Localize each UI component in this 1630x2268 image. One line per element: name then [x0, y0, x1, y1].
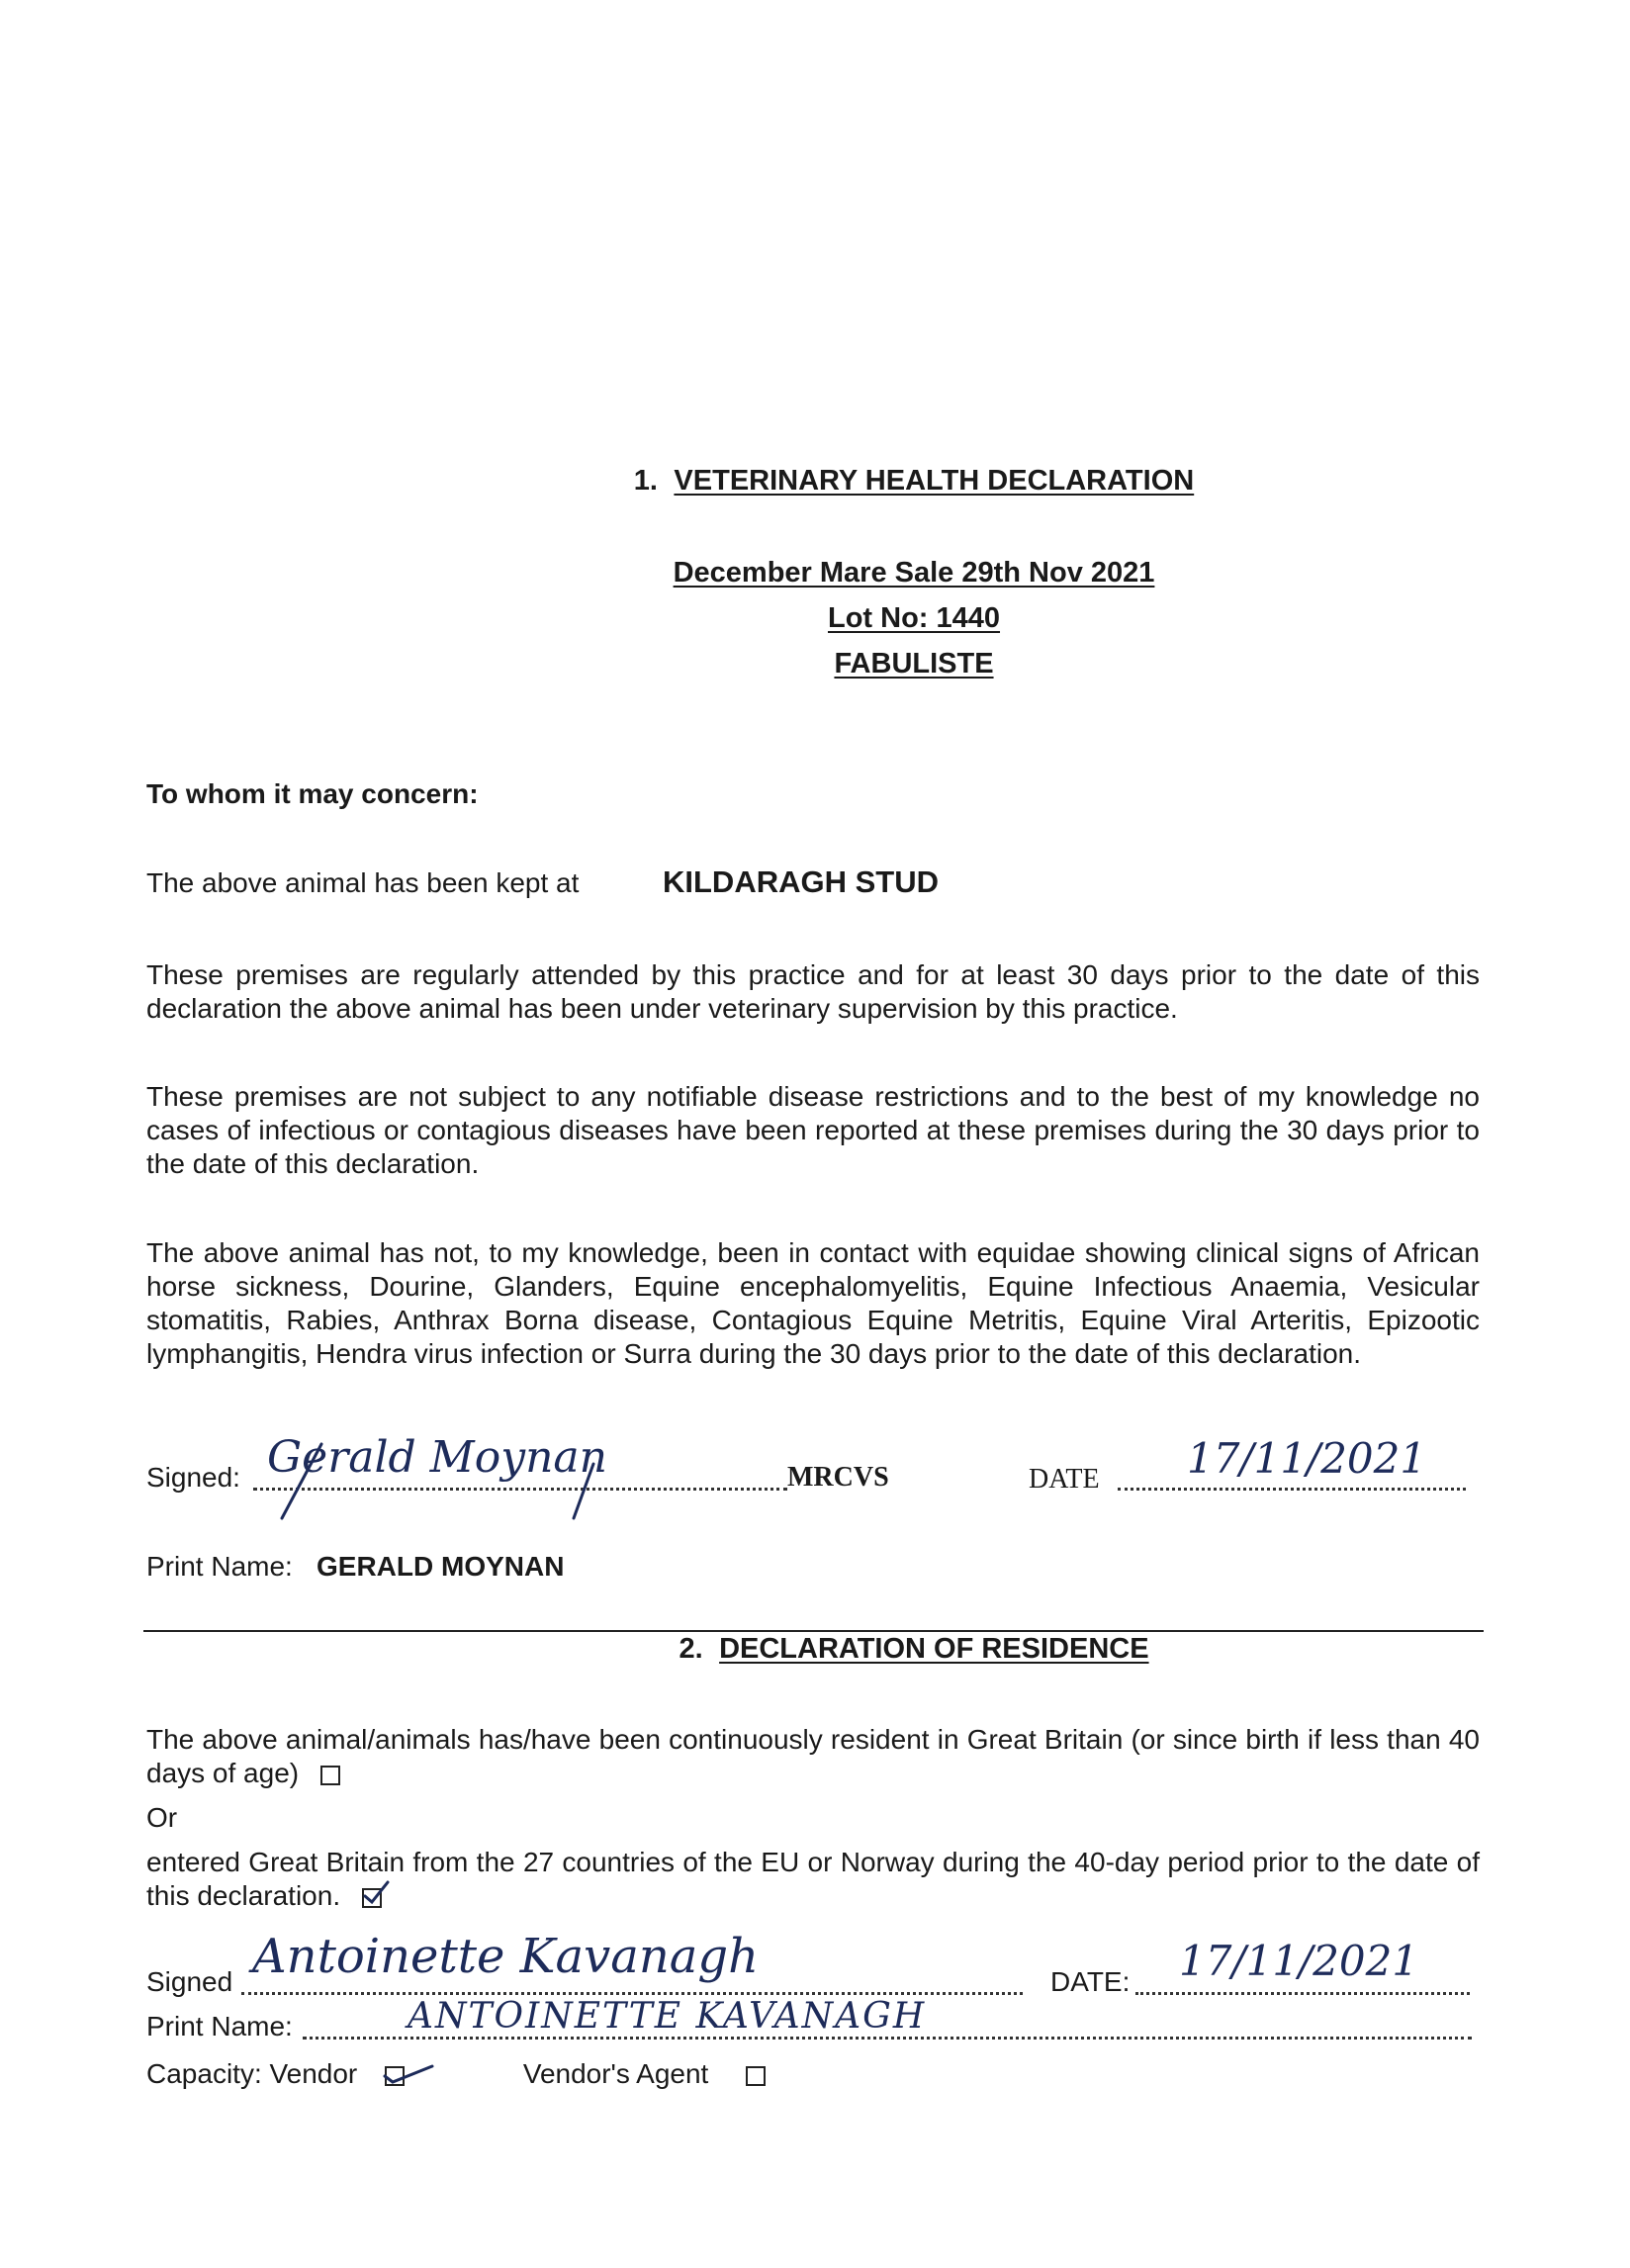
section2-number: 2.: [679, 1633, 703, 1665]
paragraph-supervision: These premises are regularly attended by this practice and for at least 30 days prior to the date of this declaration the above animal has been under veterinary supervision by this practice.: [146, 959, 1480, 1024]
residence-option-1: [146, 1723, 1480, 1790]
section1-header: [0, 465, 1630, 498]
residence-option-1-text: The above animal/animals has/have been continuously resident in Great Britain (or since birth if less than 40 days of age): [146, 1724, 1480, 1788]
or-label: Or: [146, 1802, 178, 1833]
vendor-date-dots: [1135, 1992, 1470, 1995]
vendor-print-label: Print Name:: [146, 2011, 293, 2041]
section-divider: [143, 1630, 1484, 1632]
capacity-agent-label: Vendor's Agent: [522, 2058, 709, 2089]
vet-date-handwriting: 17/11/2021: [1187, 1434, 1427, 1483]
capacity-vendor-label: Capacity: Vendor: [146, 2058, 358, 2089]
vet-signed-label: Signed:: [146, 1462, 240, 1493]
vet-mrcvs: MRCVS: [787, 1462, 889, 1493]
sale-line: December Mare Sale 29th Nov 2021: [673, 557, 1155, 589]
section2-title: DECLARATION OF RESIDENCE: [719, 1633, 1149, 1665]
kept-at-value: KILDARAGH STUD: [663, 864, 939, 899]
section2-header: [0, 1633, 1630, 1666]
salutation: To whom it may concern:: [146, 778, 479, 809]
vet-signature-handwriting: Gerald Moynan: [267, 1432, 607, 1483]
vet-print-label: Print Name:: [146, 1551, 293, 1582]
lot-line: Lot No: 1440: [827, 602, 1001, 634]
capacity-agent-checkbox[interactable]: [746, 2066, 766, 2086]
vendor-date-label: DATE:: [1050, 1966, 1131, 1997]
residence-option-2: [146, 1846, 1480, 1913]
vendor-print-handwriting: ANTOINETTE KAVANAGH: [408, 1996, 927, 2037]
capacity-vendor-checkbox[interactable]: [385, 2066, 405, 2086]
section1-number: 1.: [633, 465, 658, 497]
section1-title: VETERINARY HEALTH DECLARATION: [674, 465, 1195, 497]
vet-signature-strokes: [252, 1424, 648, 1533]
horse-name: FABULISTE: [834, 648, 994, 680]
vet-date-dots: [1118, 1488, 1466, 1491]
vendor-print-dots: [303, 2037, 1472, 2040]
check-mark-icon: [383, 2062, 442, 2092]
sale-details: [0, 550, 1630, 686]
residence-option-2-checkbox[interactable]: [362, 1888, 382, 1908]
residence-option-1-checkbox[interactable]: [320, 1766, 340, 1785]
residence-option-2-text: entered Great Britain from the 27 countries of the EU or Norway during the 40-day period prior to the date of this declaration.: [146, 1847, 1480, 1911]
check-mark-icon: [362, 1880, 392, 1910]
paragraph-restrictions: These premises are not subject to any notifiable disease restrictions and to the best of my knowledge no cases of infectious or contagious diseases have been reported at these premises during the 30 days prior to the date of this declaration.: [146, 1081, 1480, 1179]
vet-date-label: DATE: [1029, 1464, 1100, 1495]
paragraph-contact: The above animal has not, to my knowledge, been in contact with equidae showing clinical signs of African horse sickness, Dourine, Glanders, Equine encephalomyelitis, Equine Infectious Anaemia, Vesicular stomatitis, Rabies, Anthrax Borna disease, Contagious Equine Metritis, Equine Viral Arteritis, Epizootic lymphangitis, Hendra virus infection or Surra during the 30 days prior to the date of this declaration.: [146, 1237, 1480, 1369]
vendor-signature-dots: [241, 1992, 1023, 1995]
vendor-date-handwriting: 17/11/2021: [1179, 1937, 1419, 1985]
capacity-row: [146, 2058, 766, 2090]
kept-at-label: The above animal has been kept at: [146, 867, 580, 898]
vendor-signature-handwriting: Antoinette Kavanagh: [252, 1929, 760, 1984]
vet-print-value: GERALD MOYNAN: [317, 1551, 565, 1582]
vendor-signed-label: Signed: [146, 1966, 233, 1997]
